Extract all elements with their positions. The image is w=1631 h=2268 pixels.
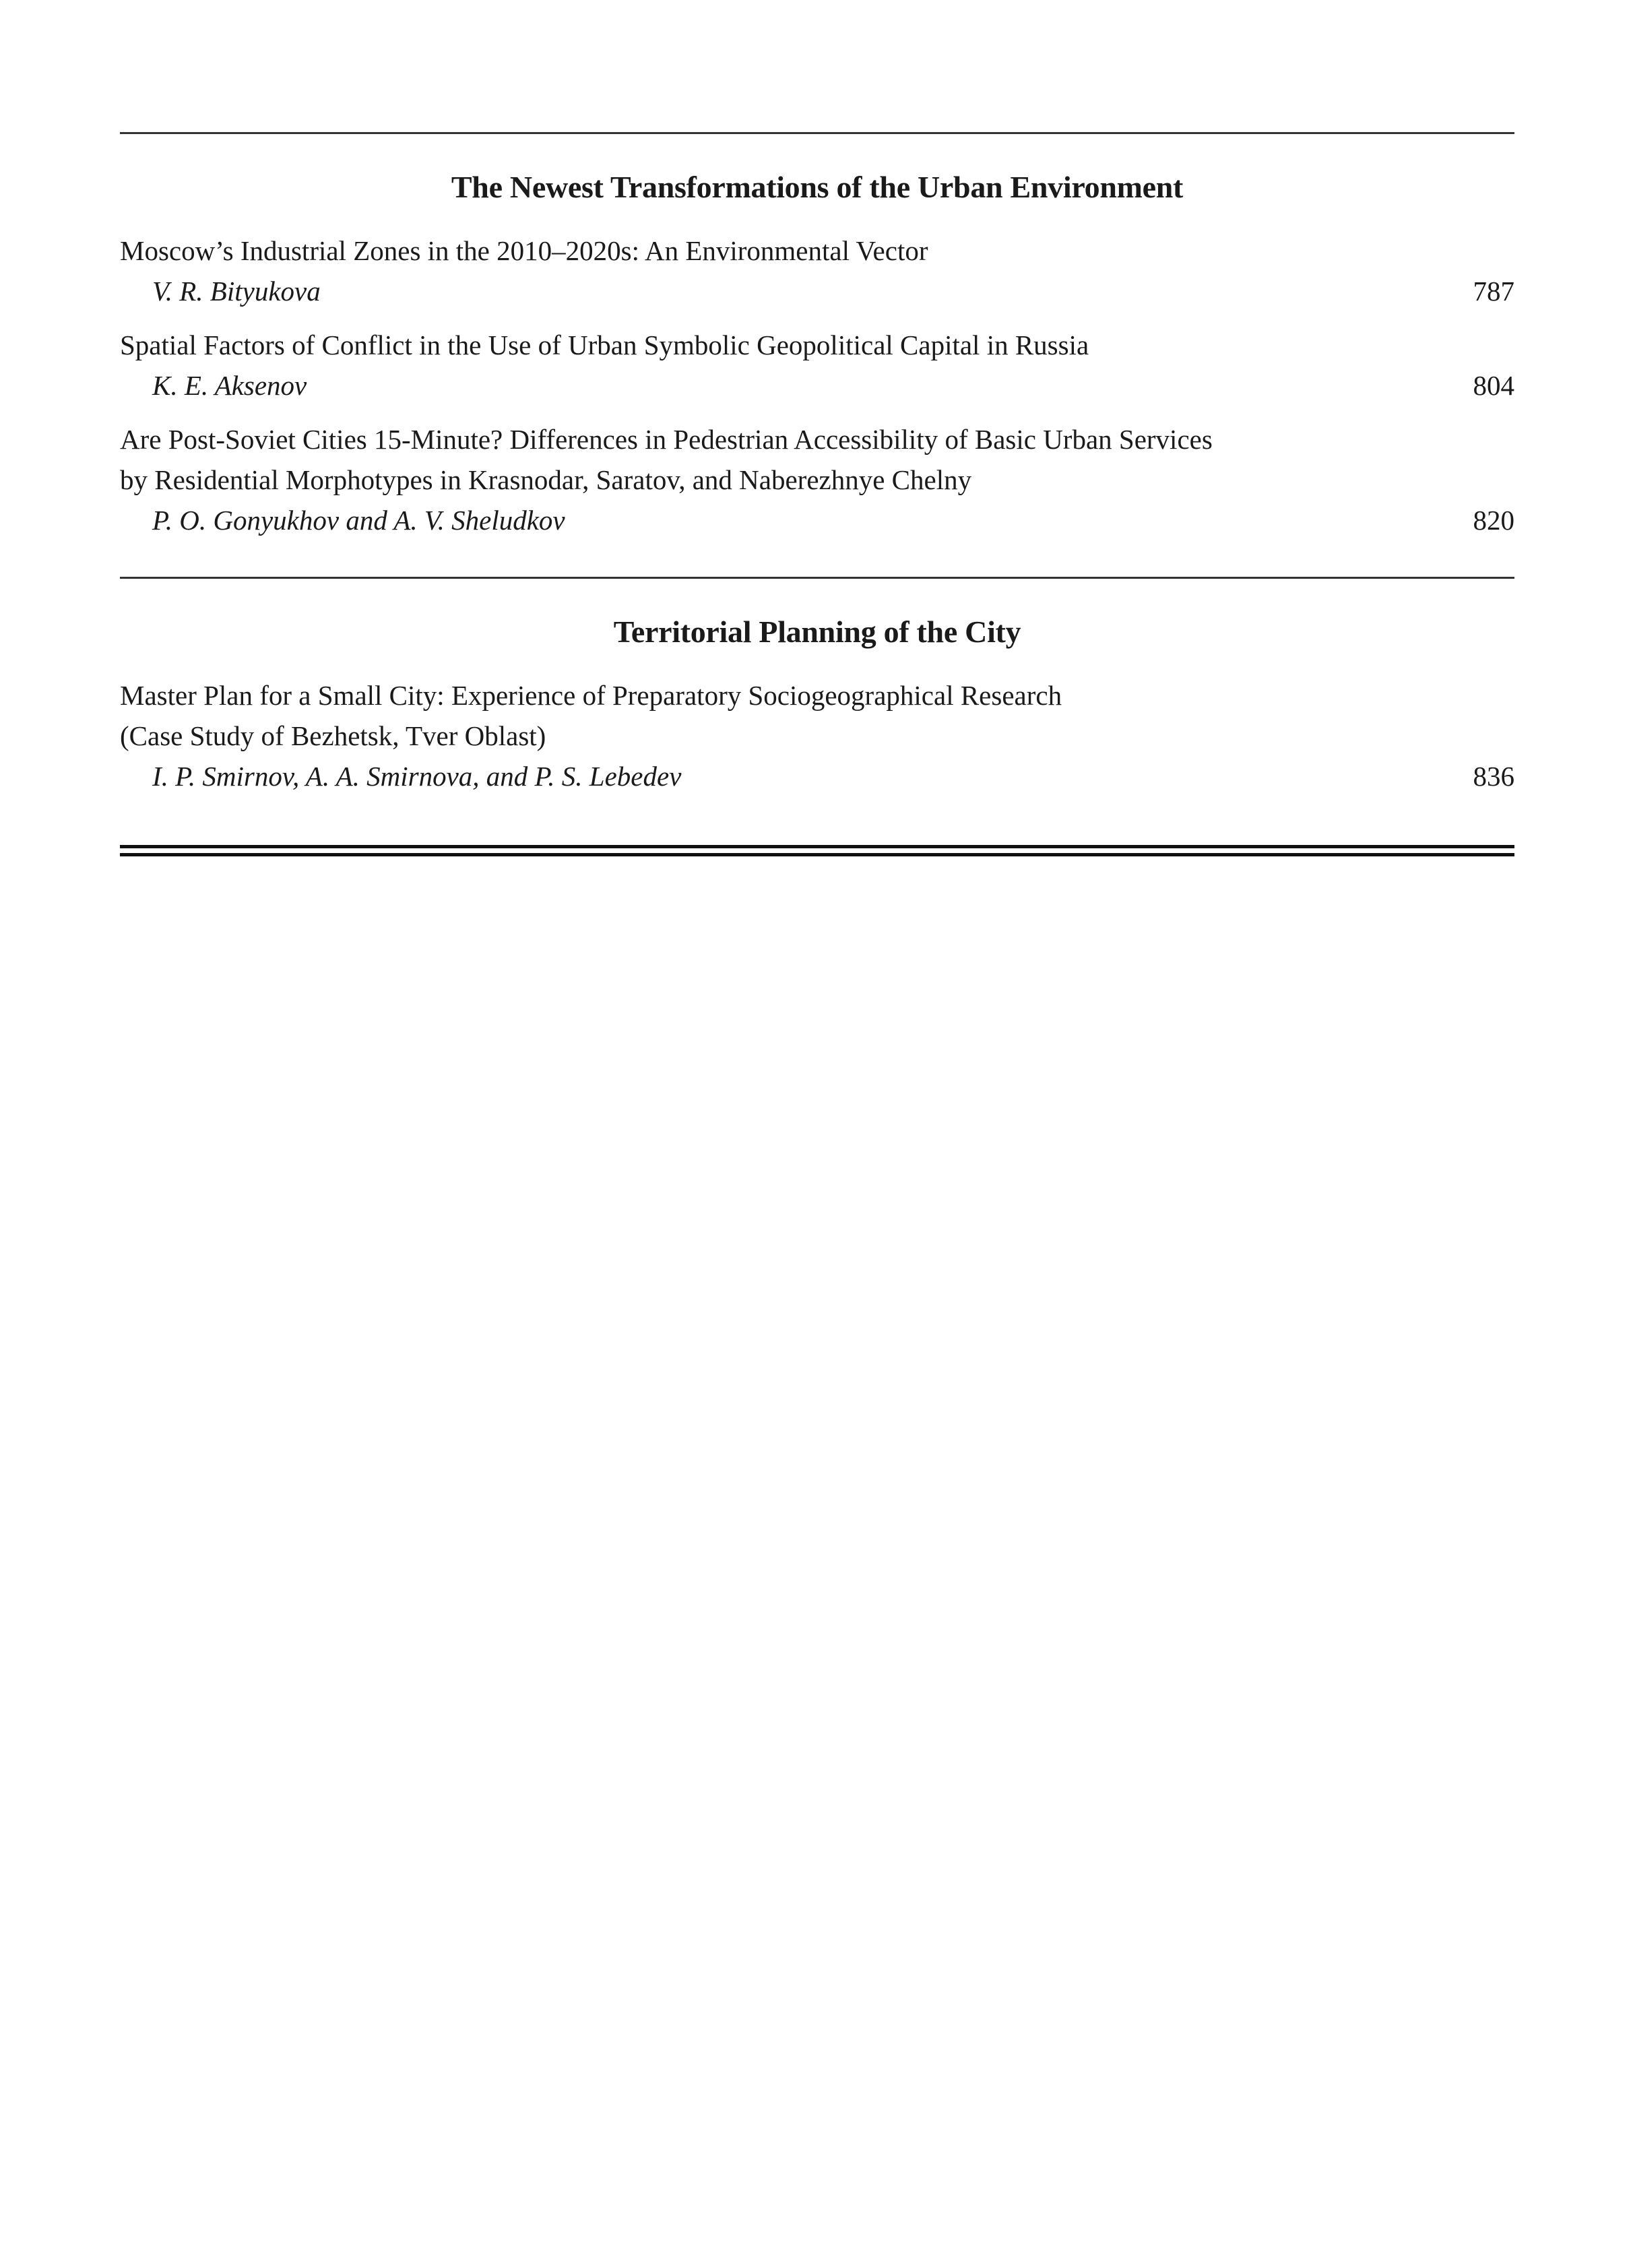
closing-rule-lower [120,853,1514,856]
entry-title: (Case Study of Bezhetsk, Tver Oblast) [120,720,546,751]
entry-authors: V. R. Bityukova [152,276,321,307]
entry-byline [152,756,1514,796]
section-divider [120,132,1514,134]
entry-page-number: 787 [1473,276,1514,307]
entry-page-number: 836 [1473,761,1514,792]
entry-authors: P. O. Gonyukhov and A. V. Sheludkov [152,505,565,536]
entry-byline [152,500,1514,540]
closing-rule-upper [120,845,1514,848]
entry-authors: I. P. Smirnov, A. A. Smirnova, and P. S. Lebedev [152,761,682,792]
entry-title: Moscow’s Industrial Zones in the 2010–2020s: An Environmental Vector [120,235,928,266]
entry-title: Master Plan for a Small City: Experience of Preparatory Sociogeographical Research [120,680,1062,711]
entry-title: Are Post-Soviet Cities 15-Minute? Differences in Pedestrian Accessibility of Basic Urban Services [120,424,1213,455]
section-divider [120,577,1514,579]
entry-page-number: 804 [1473,370,1514,401]
entry-title: by Residential Morphotypes in Krasnodar, Saratov, and Naberezhnye Chelny [120,464,972,495]
entry-byline [152,365,1514,406]
section-title: The Newest Transformations of the Urban Environment [451,170,1184,204]
entry-title: Spatial Factors of Conflict in the Use of Urban Symbolic Geopolitical Capital in Russia [120,329,1089,360]
entry-authors: K. E. Aksenov [152,370,307,401]
entry-page-number: 820 [1473,505,1514,536]
entry-byline [152,271,1514,311]
section-title: Territorial Planning of the City [613,615,1021,649]
